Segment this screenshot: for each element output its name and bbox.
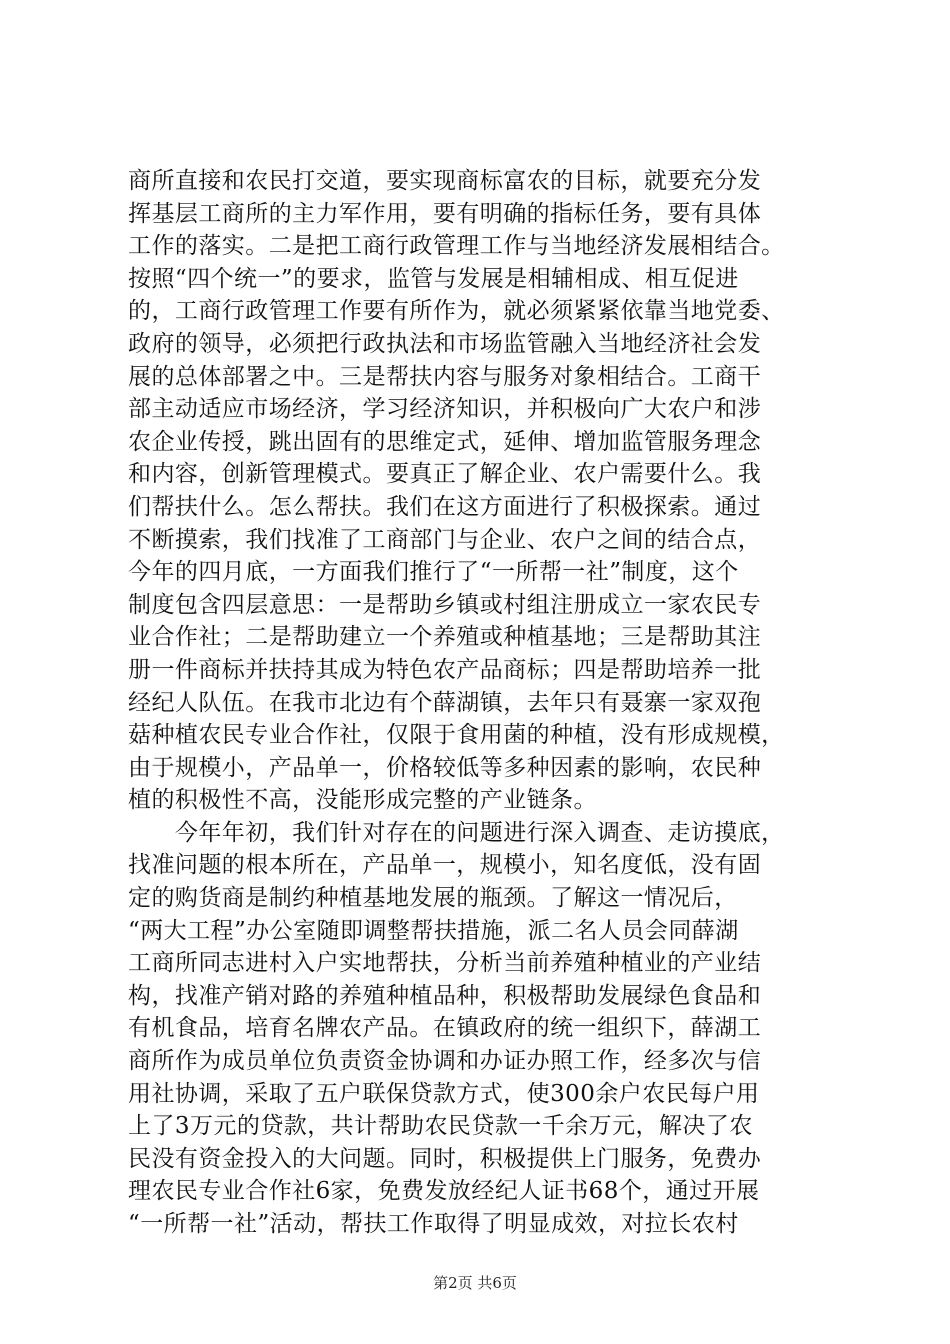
text-line: 业合作社；二是帮助建立一个养殖或种植基地；三是帮助其注 xyxy=(128,624,762,651)
text-line: 制度包含四层意思：一是帮助乡镇或村组注册成立一家农民专 xyxy=(128,591,762,618)
text-line: “一所帮一社”活动，帮扶工作取得了明显成效，对拉长农村 xyxy=(128,1211,739,1237)
text-line: 工作的落实。二是把工商行政管理工作与当地经济发展相结合。 xyxy=(128,233,785,260)
text-line: “两大工程”办公室随即调整帮扶措施，派二名人员会同薛湖 xyxy=(128,917,739,944)
text-line: 商所直接和农民打交道，要实现商标富农的目标，就要充分发 xyxy=(128,168,762,194)
text-line: 经纪人队伍。在我市北边有个薛湖镇，去年只有聂寨一家双孢 xyxy=(128,689,762,716)
text-line: 用社协调，采取了五户联保贷款方式，使300余户农民每户用 xyxy=(128,1080,760,1107)
text-line: 植的积极性不高，没能形成完整的产业链条。 xyxy=(128,787,597,814)
text-line: 构，找准产销对路的养殖种植品种，积极帮助发展绿色食品和 xyxy=(128,982,762,1009)
text-line: 有机食品，培育名牌农产品。在镇政府的统一组织下，薛湖工 xyxy=(128,1015,762,1042)
text-line: 农企业传授，跳出固有的思维定式，延伸、增加监管服务理念 xyxy=(128,428,762,455)
text-line: 和内容，创新管理模式。要真正了解企业、农户需要什么。我 xyxy=(128,461,762,488)
text-line: 定的购货商是制约种植基地发展的瓶颈。了解这一情况后， xyxy=(128,885,738,912)
text-line: 的，工商行政管理工作要有所作为，就必须紧紧依靠当地党委、 xyxy=(128,298,785,325)
text-line: 上了3万元的贷款，共计帮助农民贷款一千余万元，解决了农 xyxy=(128,1113,753,1140)
text-line: 找准问题的根本所在，产品单一，规模小，知名度低，没有固 xyxy=(128,852,762,879)
text-line: 册一件商标并扶持其成为特色农产品商标；四是帮助培养一批 xyxy=(128,656,762,683)
text-line: 按照“四个统一”的要求，监管与发展是相辅相成、相互促进 xyxy=(128,265,739,292)
text-line: 理农民专业合作社6家，免费发放经纪人证书68个，通过开展 xyxy=(128,1178,760,1205)
text-line: 民没有资金投入的大问题。同时，积极提供上门服务，免费办 xyxy=(128,1145,762,1172)
text-line: 部主动适应市场经济，学习经济知识，并积极向广大农户和涉 xyxy=(128,396,762,423)
text-line: 不断摸索，我们找准了工商部门与企业、农户之间的结合点， xyxy=(128,526,762,553)
text-line: 们帮扶什么。怎么帮扶。我们在这方面进行了积极探索。通过 xyxy=(128,493,762,520)
body-text xyxy=(128,165,830,1241)
text-line: 由于规模小，产品单一，价格较低等多种因素的影响，农民种 xyxy=(128,754,762,781)
text-line: 政府的领导，必须把行政执法和市场监管融入当地经济社会发 xyxy=(128,330,762,357)
page-number: 第2页 共6页 xyxy=(433,1274,517,1292)
text-line: 商所作为成员单位负责资金协调和办证办照工作，经多次与信 xyxy=(128,1048,762,1075)
text-line: 今年的四月底，一方面我们推行了“一所帮一社”制度，这个 xyxy=(128,559,739,586)
text-line: 菇种植农民专业合作社，仅限于食用菌的种植，没有形成规模， xyxy=(128,722,785,749)
text-line: 工商所同志进村入户实地帮扶，分析当前养殖种植业的产业结 xyxy=(128,950,762,977)
text-line: 今年年初，我们针对存在的问题进行深入调查、走访摸底， xyxy=(128,819,785,846)
text-line: 挥基层工商所的主力军作用，要有明确的指标任务，要有具体 xyxy=(128,200,762,227)
text-line: 展的总体部署之中。三是帮扶内容与服务对象相结合。工商干 xyxy=(128,363,762,390)
